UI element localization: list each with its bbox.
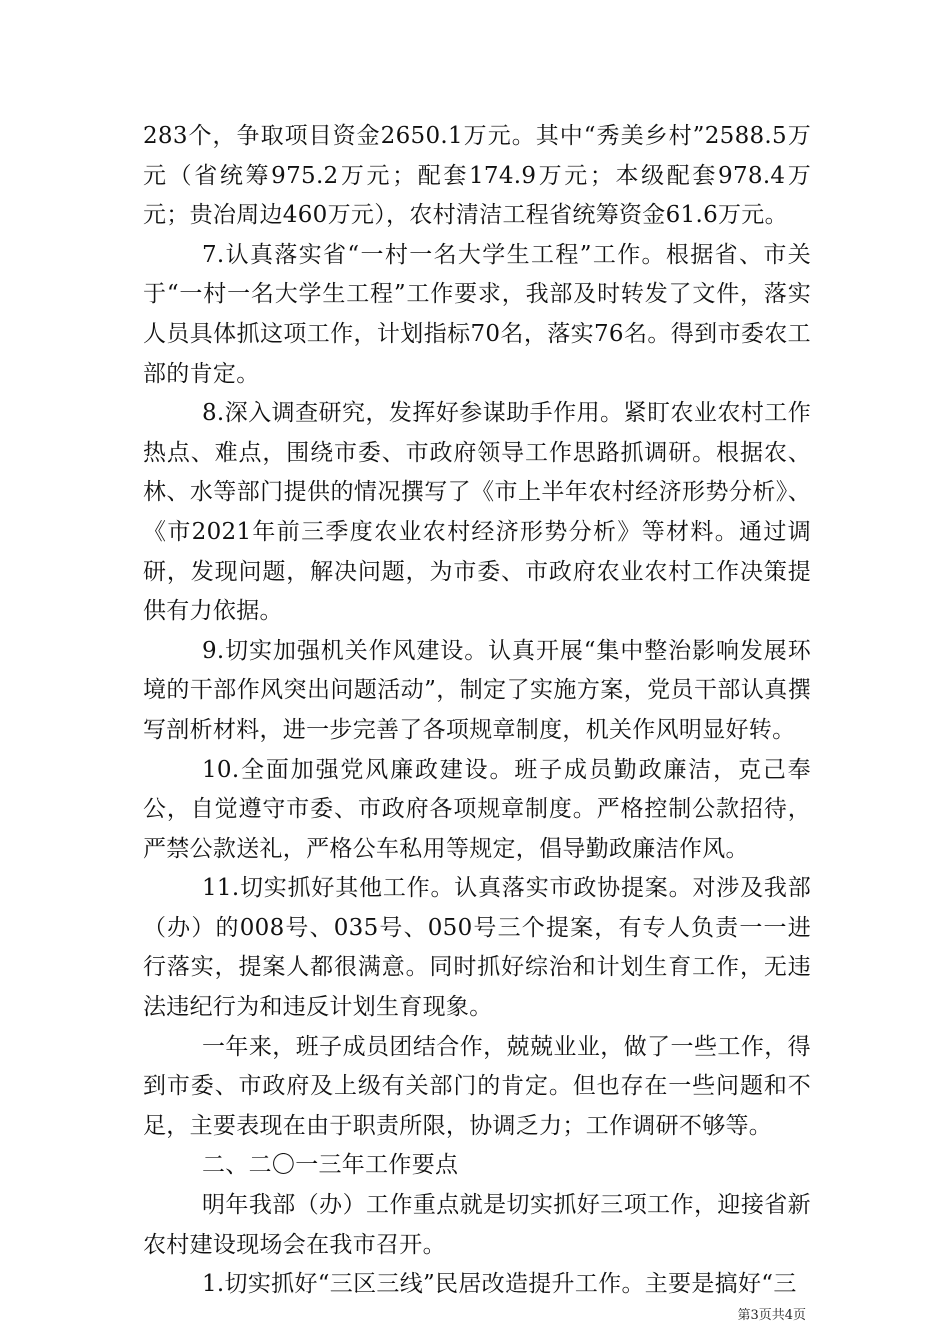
paragraph-summary: 一年来，班子成员团结合作，兢兢业业，做了一些工作，得到市委、市政府及上级有关部门的肯定。但也存在一些问题和不足，主要表现在由于职责所限，协调乏力；工作调研不够等。	[143, 1033, 811, 1139]
paragraph-item-11: 11.切实抓好其他工作。认真落实市政协提案。对涉及我部（办）的008号、035号、050号三个提案，有专人负责一一进行落实，提案人都很满意。同时抓好综治和计划生育工作，无违法违纪行为和违反计划生育现象。	[143, 875, 811, 1021]
paragraph-point-1: 1.切实抓好“三区三线”民居改造提升工作。主要是搞好“三	[202, 1271, 797, 1298]
paragraph-item-10: 10.全面加强党风廉政建设。班子成员勤政廉洁，克己奉公，自觉遵守市委、市政府各项规章制度。严格控制公款招待，严禁公款送礼，严格公车私用等规定，倡导勤政廉洁作风。	[143, 756, 811, 862]
paragraph-item-8: 8.深入调查研究，发挥好参谋助手作用。紧盯农业农村工作热点、难点，围绕市委、市政府领导工作思路抓调研。根据农、林、水等部门提供的情况撰写了《市上半年农村经济形势分析》、《市2021年前三季度农业农村经济形势分析》等材料。通过调研，发现问题，解决问题，为市委、市政府农业农村工作决策提供有力依据。	[143, 400, 811, 625]
page-number: 第3页共4页	[737, 1308, 806, 1323]
document-body	[143, 117, 811, 1305]
paragraph-intro: 明年我部（办）工作重点就是切实抓好三项工作，迎接省新农村建设现场会在我市召开。	[143, 1192, 811, 1258]
section-heading: 二、二〇一三年工作要点	[202, 1152, 459, 1179]
paragraph-item-7: 7.认真落实省“一村一名大学生工程”工作。根据省、市关于“一村一名大学生工程”工作要求，我部及时转发了文件，落实人员具体抓这项工作，计划指标70名，落实76名。得到市委农工部的肯定。	[143, 241, 811, 387]
paragraph-continuation: 283个，争取项目资金2650.1万元。其中“秀美乡村”2588.5万元（省统筹975.2万元；配套174.9万元；本级配套978.4万元；贵冶周边460万元），农村清洁工程省统筹资金61.6万元。	[143, 123, 811, 229]
paragraph-item-9: 9.切实加强机关作风建设。认真开展“集中整治影响发展环境的干部作风突出问题活动”，制定了实施方案，党员干部认真撰写剖析材料，进一步完善了各项规章制度，机关作风明显好转。	[143, 637, 811, 743]
